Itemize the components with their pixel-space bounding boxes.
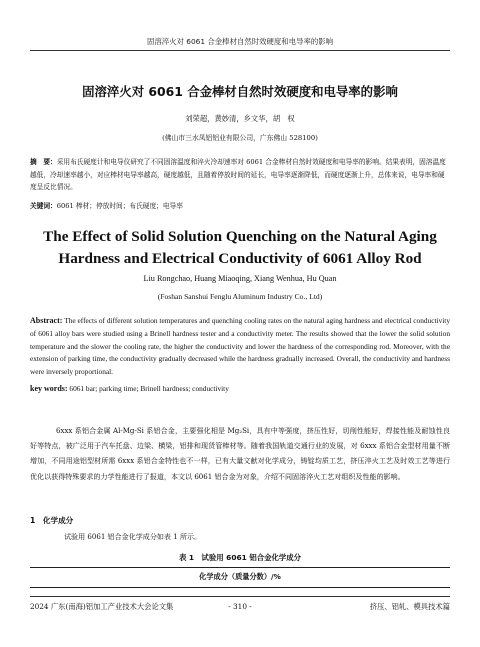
title-chinese: 固溶淬火对 6061 合金棒材自然时效硬度和电导率的影响: [82, 84, 398, 99]
running-header: 固溶淬火对 6061 合金棒材自然时效硬度和电导率的影响: [146, 37, 334, 46]
table-header-rule: [30, 587, 450, 588]
section-text: 试验用 6061 铝合金化学成分如表 1 所示。: [64, 532, 202, 541]
keywords-chinese-text: 6061 棒材；停放时间；布氏硬度；电导率: [56, 202, 183, 210]
page-number: - 310 -: [228, 602, 252, 611]
introduction-paragraph: 6xxx 系铝合金属 Al-Mg-Si 系铝合金，主要强化相是 Mg₂Si，具有中等强度，挤压性好，切削性能好，焊接性能及耐蚀性良好等特点，被广泛用于汽车托盘、边梁、横梁，铝排和现货管棒材等。随着我国轨道交通行业的发展，对 6xxx 系铝合金型材用量不断增加，不同用途铝型材所需 6xxx 系铝合金特性也不一样，已有大量文献对化学成分，铸锭均质工艺，挤压淬火工艺及时效工艺等进行优化以获得特殊要求的力学性能进行了报道，本文以 6061 铝合金为对象，介绍不同固溶淬火工艺对组织及性能的影响。: [30, 426, 450, 481]
table-title: 表 1 试验用 6061 铝合金化学成分: [178, 553, 302, 562]
keywords-english-text: 6061 bar; parking time; Brinell hardness; conductivity: [69, 384, 229, 393]
abstract-chinese-text: 采用布氏硬度计和电导仪研究了不同固溶温度和淬火冷却速率对 6061 合金棒材自然时效硬度和电导率的影响。结果表明，固溶温度越低，冷却速率越小，对应棒材电导率越高，硬度越低，且随着停放时间的延长，电导率逐渐降低，而硬度逐渐上升，总体来说，电导率和硬度呈反比情况。: [30, 158, 446, 192]
abstract-english: [30, 315, 450, 379]
keywords-chinese: [30, 200, 448, 210]
keywords-english: [30, 384, 450, 393]
footer-rule: [30, 596, 450, 597]
header-rule: [30, 50, 450, 51]
footer-proceedings: 2024 广东(南海)铝加工产业技术大会论文集: [30, 602, 174, 611]
table-header: 化学成分（质量分数）/%: [199, 572, 281, 581]
section-heading: 1 化学成分: [30, 516, 74, 525]
abstract-chinese: [30, 156, 448, 194]
title-english: The Effect of Solid Solution Quenching on the Natural Aging Hardness and Electrical Conductivity of 6061 Alloy Rod: [43, 228, 437, 267]
table-top-rule: [30, 567, 450, 568]
keywords-chinese-label: 关键词：: [30, 202, 57, 210]
affiliation-chinese: (佛山市三水凤铝铝业有限公司，广东佛山 528100): [162, 134, 318, 142]
affiliation-english: (Foshan Sanshui Fenglu Aluminum Industry Co., Ltd): [157, 292, 323, 301]
authors-english: Liu Rongchao, Huang Miaoqing, Xiang Wenhua, Hu Quan: [143, 274, 337, 283]
abstract-english-label: Abstract:: [30, 316, 63, 325]
keywords-english-label: key words:: [30, 384, 68, 393]
abstract-chinese-label: 摘 要：: [30, 158, 57, 166]
abstract-english-text: The effects of different solution temperatures and quenching cooling rates on the natural aging hardness and electrical conductivity of 6061 alloy bars were studied using a Brinell hardness tester and a conductivity meter. The results showed that the lower the solid solution temperature and the slower the cooling rate, the higher the conductivity and lower the hardness of the corresponding rod. Moreover, with the extension of parking time, the conductivity gradually decreased while the hardness gradually increased. Overall, the conductivity and hardness were inversely proportional.: [30, 316, 450, 377]
authors-chinese: 刘荣超，黄妙清，乡文华，胡 权: [185, 114, 295, 123]
footer-section: 挤压、铝轧、模具技术篇: [369, 602, 450, 611]
